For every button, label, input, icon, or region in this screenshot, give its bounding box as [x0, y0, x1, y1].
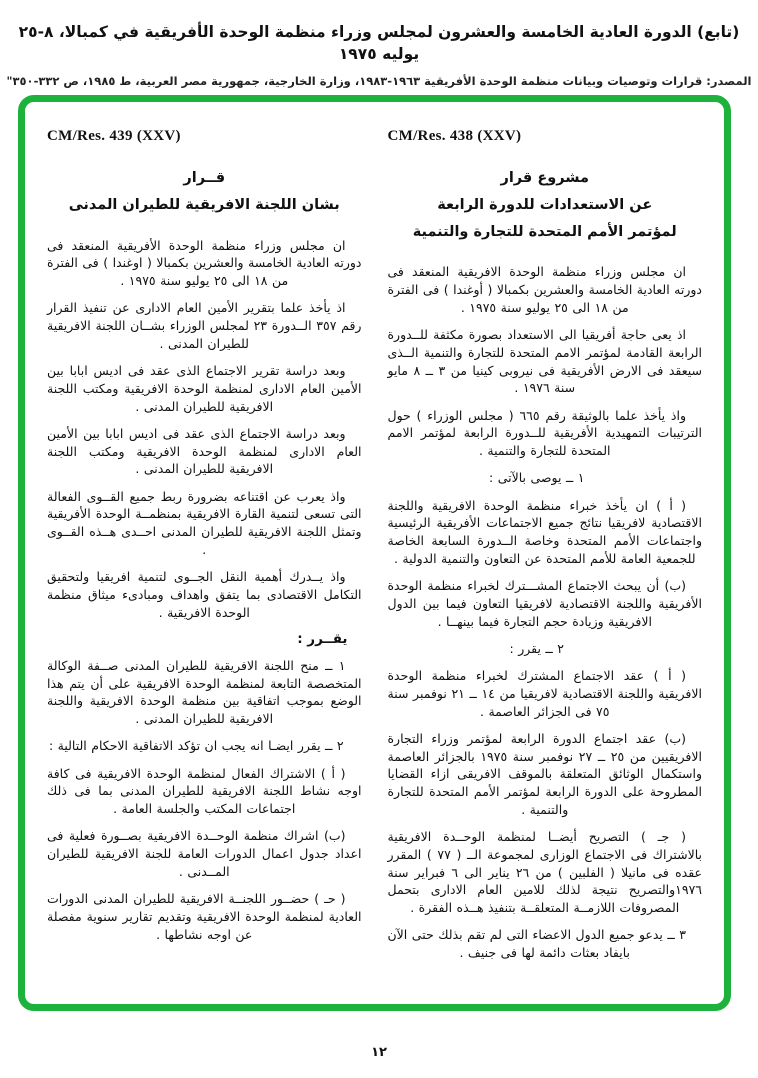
resolution-438-id: CM/Res. 438 (XXV) — [387, 128, 522, 144]
paragraph: واذ يأخذ علما بالوثيقة رقم ٦٦٥ ( مجلس الوزراء ) حول الترتيبات التمهيدية الأفريقية للــدورة الرابعة لمؤتمر الامم المتحدة للتجارة والتنمية . — [387, 407, 702, 459]
title-line: لمؤتمر الأمم المتحدة للتجارة والتنمية — [412, 223, 677, 240]
paragraph: (ب) اشراك منظمة الوحــدة الافريقية بصــورة فعلية فى اعداد جدول اعمال الدورات العامة للجنة الافريقية للطيران المــدنى . — [47, 828, 362, 879]
paragraph: ( أ ) ان يأخذ خبراء منظمة الوحدة الافريقية واللجنة الاقتصادية لافريقيا نتائج جميع الاجتماعات الأفريقية الرئيسية واجتماعات الأمم المتحدة وخاصة الــدورة السابعة الخاصة للجمعية العامة للأمم المتحدة عن التعاون والتنمية الدولية . — [387, 497, 702, 566]
paragraph: وبعد دراسة تقرير الاجتماع الذى عقد فى اديس ابابا بين الأمين العام الادارى لمنظمة الوحدة الافريقية ومكتب اللجنة الافريقية للطيران المدنى . — [47, 363, 362, 414]
resolution-439-operative — [47, 657, 362, 944]
paragraph: ان مجلس وزراء منظمة الوحدة الافريقية المنعقد فى دورته العادية الخامسة والعشرين بكمبالا ( أوغندا ) فى الفترة من ١٨ الى ٢٥ يوليو سنة ١٩٧٥ . — [387, 264, 702, 315]
paragraph: واذ يعرب عن اقتناعه بضرورة ربط جميع القــوى الفعالة التى تسعى لتنمية القارة الافريقية بمنظمــة الوحدة الأفريقية وتمثل اللجنة الافريقية للطيران المدنى احــدى هــذه القــوى . — [47, 488, 362, 557]
page-header — [0, 22, 758, 88]
resolution-439-id: CM/Res. 439 (XXV) — [47, 128, 181, 144]
paragraph: اذ يأخذ علما بتقرير الأمين العام الادارى عن تنفيذ القرار رقم ٣٥٧ الــدورة ٢٣ لمجلس الوزراء بشــان اللجنة الافريقية للطيران المدنى . — [47, 300, 362, 351]
page-number: ١٢ — [371, 1045, 387, 1060]
title-line: بشان اللجنة الافريقية للطيران المدنى — [68, 196, 340, 213]
paragraph: ٣ ــ يدعو جميع الدول الاعضاء التى لم تقم بذلك حتى الآن بايفاد بعثات دائمة لها فى جنيف . — [387, 927, 686, 961]
paragraph: ( حـ ) حضــور اللجنــة الافريقية للطيران المدنى الدورات العادية لمنظمة الوحدة الافريقية وتقديم تقارير سنوية مفصلة عن اوجه نشاطها . — [47, 891, 362, 942]
paragraph: ١ ــ يوصى بالآتى : — [489, 470, 585, 486]
paragraph: ( أ ) الاشتراك الفعال لمنظمة الوحدة الافريقية فى كافة اوجه نشاط اللجنة الافريقية للطيران المدنى بما فى ذلك اجتماعات المكتب والجلسة العامة . — [47, 765, 362, 817]
paragraph: (ب) أن يبحث الاجتماع المشـــترك لخبراء منظمة الوحدة الأفريقية واللجنة الاقتصادية لافريقيا التعاون فيما بين الدول الافريقية وزيادة حجم التجارة فيما بينهــا . — [387, 578, 702, 629]
paragraph: ١ ــ منح اللجنة الافريقية للطيران المدنى صــفة الوكالة المتخصصة التابعة لمنظمة الوحدة الافريقية على أن يتم هذا الوضع بموجب اتفاقية بين منظمة الوحدة الافريقية واللجنة الافريقية للطيران المدنى . — [47, 657, 362, 727]
paragraph: وبعد دراسة الاجتماع الذى عقد فى اديس ابابا بين الأمين العام الادارى لمنظمة الوحدة الافريقية ومكتب اللجنة الافريقية للطيران المدنى . — [47, 425, 362, 477]
title-line: مشروع قرار — [500, 170, 590, 186]
paragraph: ( أ ) عقد الاجتماع المشترك لخبراء منظمة الوحدة الافريقية واللجنة الاقتصادية لافريقيا من ١٤ ــ ٢١ نوفمبر سنة ٧٥ فى الجزائر العاصمة . — [387, 668, 702, 719]
paragraph: ( جـ ) التصريح أيضــا لمنظمة الوحــدة الافريقية بالاشتراك فى الاجتماع الوزارى لمجموعة الــ ( ٧٧ ) المقرر عقده فى مانيلا ( الفلبين ) من ٢٦ يناير الى ٦ فبراير سنة ١٩٧٦والتصريح نتيجة لذلك للامين العام الادارى بتحمل المصروفات اللازمــة المتعلقــة بتنفيذ هــذه الفقرة . — [387, 829, 702, 916]
paragraph: واذ يــدرك أهمية النقل الجــوى لتنمية افريقيا ولتحقيق التكامل الاقتصادى بما يتفق واهداف ومبادىء ميثاق منظمة الوحدة الافريقية . — [47, 569, 362, 620]
resolution-frame — [18, 95, 731, 1011]
two-column-layout — [47, 128, 702, 988]
resolution-438-column — [388, 128, 703, 988]
paragraph: ٢ ــ يقرر ايضـا انه يجب ان تؤكد الاتفاقية الاحكام التالية : — [48, 738, 344, 754]
paragraph: ان مجلس وزراء منظمة الوحدة الأفريقية المنعقد فى دورته العادية الخامسة والعشرين بكمبالا ( اوغندا ) فى الفترة من ١٨ الى ٢٥ يوليو سنة ١٩٧٥ . — [47, 237, 362, 289]
resolution-438-body — [388, 263, 703, 962]
resolution-439-preamble — [47, 237, 362, 622]
resolution-438-title — [388, 165, 703, 245]
paragraph: ٢ ــ يقرر : — [509, 640, 564, 656]
resolution-439-column — [47, 128, 362, 988]
paragraph: اذ يعى حاجة أفريقيا الى الاستعداد بصورة مكثفة للــدورة الرابعة القادمة لمؤتمر الامم المتحدة للتجارة والتنمية الــذى سيعقد فى الارض الأفريقية فى نيروبى كينيا من ٣ ــ ٨ مايو سنة ١٩٧٦ . — [387, 327, 702, 396]
title-line: عن الاستعدادات للدورة الرابعة — [437, 196, 653, 213]
resolution-439-title — [47, 165, 362, 219]
paragraph: (ب) عقد اجتماع الدورة الرابعة لمؤتمر وزراء التجارة الافريقيين من ٢٥ ــ ٢٧ نوفمبر سنة ١٩٧٥ بالجزائر العاصمة واستكمال الوثائق المتعلقة بالموقف الافريقى ازاء القضايا المطروحة على الدورة الرابعة لمؤتمر الأمم المتحدة للتجارة والتنمية . — [387, 730, 702, 817]
source-citation: المصدر: قرارات وتوصيات وبيانات منظمة الوحدة الأفريقية ١٩٦٣-١٩٨٣، وزارة الخارجية، جمهورية مصر العربية، ط ١٩٨٥، ص ٣٣٢-٣٥٠" — [6, 74, 752, 89]
session-title: (تابع) الدورة العادية الخامسة والعشرون لمجلس وزراء منظمة الوحدة الأفريقية في كمبالا، ٨-٢٥ يوليه ١٩٧٥ — [18, 23, 740, 63]
title-line: قــرار — [183, 170, 226, 186]
resolution-439-decides-label: يقــرر : — [297, 630, 348, 647]
